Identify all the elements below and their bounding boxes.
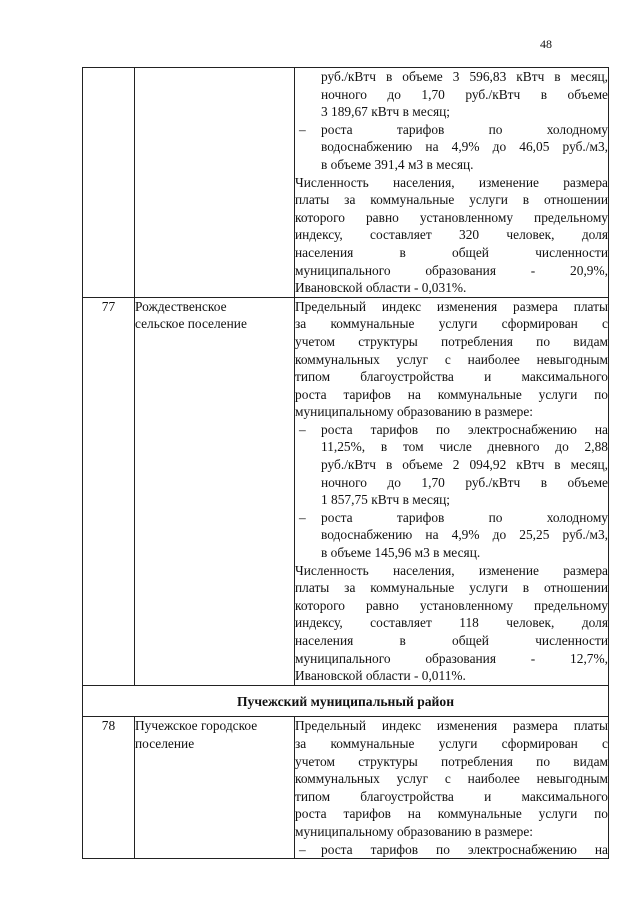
text-line: руб./кВтч в объеме 3 596,83 кВтч в месяц, — [321, 69, 608, 84]
row-name-cell — [135, 68, 295, 298]
text-line: коммунальных услуг с наиболее невыгодным — [295, 771, 608, 787]
bullet-water — [295, 509, 608, 562]
intro-paragraph — [295, 717, 608, 840]
text-line: муниципальному образованию в размере: — [295, 404, 533, 420]
text-line: типом благоустройства и максимального — [295, 369, 608, 385]
bullet-power — [295, 421, 608, 509]
row-description-cell — [295, 717, 609, 859]
text-line: Предельный индекс изменения размера платы — [295, 298, 608, 314]
text-line: Численность населения, изменение размера — [295, 174, 608, 190]
text-line: роста тарифов на коммунальные услуги по — [295, 806, 608, 822]
text-line: в объеме 145,96 м3 в месяц. — [321, 545, 481, 561]
municipality-name — [135, 717, 295, 859]
text-line: платы за коммунальные услуги в отношении — [295, 192, 608, 208]
text-line: 11,25%, в том числе дневного до 2,88 — [321, 439, 608, 455]
text-line: коммунальных услуг с наиболее невыгодным — [295, 351, 608, 367]
population-paragraph — [295, 174, 608, 297]
text-line: 3 189,67 кВтч в месяц; — [321, 104, 450, 120]
text-line: 1 857,75 кВтч в месяц; — [321, 492, 450, 508]
text-line: роста тарифов на коммунальные услуги по — [295, 386, 608, 402]
text-line: муниципальному образованию в размере: — [295, 823, 533, 839]
municipality-name — [135, 297, 295, 685]
bullet-power — [295, 841, 608, 859]
text-line: муниципального образования - 20,9%, — [295, 262, 608, 278]
text-line: которого равно установленному предельному — [295, 597, 608, 613]
row-number: 77 — [83, 297, 135, 685]
text-line: населения в общей численности — [295, 633, 608, 648]
text-line: которого равно установленному предельному — [295, 209, 608, 225]
section-title: Пучежский муниципальный район — [83, 685, 609, 717]
text-line: Пучежское городское — [135, 718, 258, 734]
text-line: роста тарифов по электроснабжению на — [321, 421, 608, 437]
row-number: 78 — [83, 717, 135, 859]
text-line: водоснабжению на 4,9% до 46,05 руб./м3, — [321, 139, 608, 155]
row-description-cell — [295, 68, 609, 298]
table-row-77 — [83, 297, 609, 685]
text-line: индексу, составляет 320 человек, доля — [295, 227, 608, 243]
text-line: роста тарифов по холодному — [321, 509, 608, 525]
text-line: ночного до 1,70 руб./кВтч в объеме — [321, 474, 608, 490]
municipal-table — [82, 67, 609, 859]
text-line: Ивановской области - 0,011%. — [295, 668, 466, 684]
text-line: типом благоустройства и максимального — [295, 788, 608, 804]
text-line: Численность населения, изменение размера — [295, 562, 608, 578]
dash-bullet: – — [299, 121, 306, 137]
text-line: поселение — [135, 735, 195, 751]
population-paragraph — [295, 562, 608, 685]
text-line: роста тарифов по электроснабжению на — [321, 841, 608, 857]
text-line: руб./кВтч в объеме 2 094,92 кВтч в месяц, — [321, 457, 608, 473]
text-line: муниципального образования - 12,7%, — [295, 650, 608, 666]
dash-bullet: – — [299, 509, 306, 525]
text-line: за коммунальные услуги сформирован с — [295, 316, 608, 332]
text-line: водоснабжению на 4,9% до 25,25 руб./м3, — [321, 527, 608, 543]
table-row-78 — [83, 717, 609, 859]
text-line: роста тарифов по холодному — [321, 121, 608, 137]
text-line: ночного до 1,70 руб./кВтч в объеме — [321, 86, 608, 102]
table-row-continued — [83, 68, 609, 298]
row-description-cell — [295, 297, 609, 685]
dash-bullet: – — [299, 841, 306, 857]
text-line: индексу, составляет 118 человек, доля — [295, 615, 608, 631]
text-line: Ивановской области - 0,031%. — [295, 280, 467, 296]
text-line: учетом структуры потребления по видам — [295, 333, 608, 349]
text-line: Предельный индекс изменения размера платы — [295, 718, 608, 734]
text-line: сельское поселение — [135, 316, 247, 332]
text-line: населения в общей численности — [295, 244, 608, 260]
tariff-continuation — [295, 68, 608, 121]
page-number: 48 — [540, 37, 552, 51]
text-line: платы за коммунальные услуги в отношении — [295, 580, 608, 596]
text-line: учетом структуры потребления по видам — [295, 753, 608, 769]
section-row — [83, 685, 609, 717]
dash-bullet: – — [299, 421, 306, 437]
row-number-cell — [83, 68, 135, 298]
text-line: Рождественское — [135, 298, 227, 314]
bullet-water — [295, 121, 608, 174]
intro-paragraph — [295, 298, 608, 421]
text-line: за коммунальные услуги сформирован с — [295, 735, 608, 751]
text-line: в объеме 391,4 м3 в месяц. — [321, 156, 474, 172]
